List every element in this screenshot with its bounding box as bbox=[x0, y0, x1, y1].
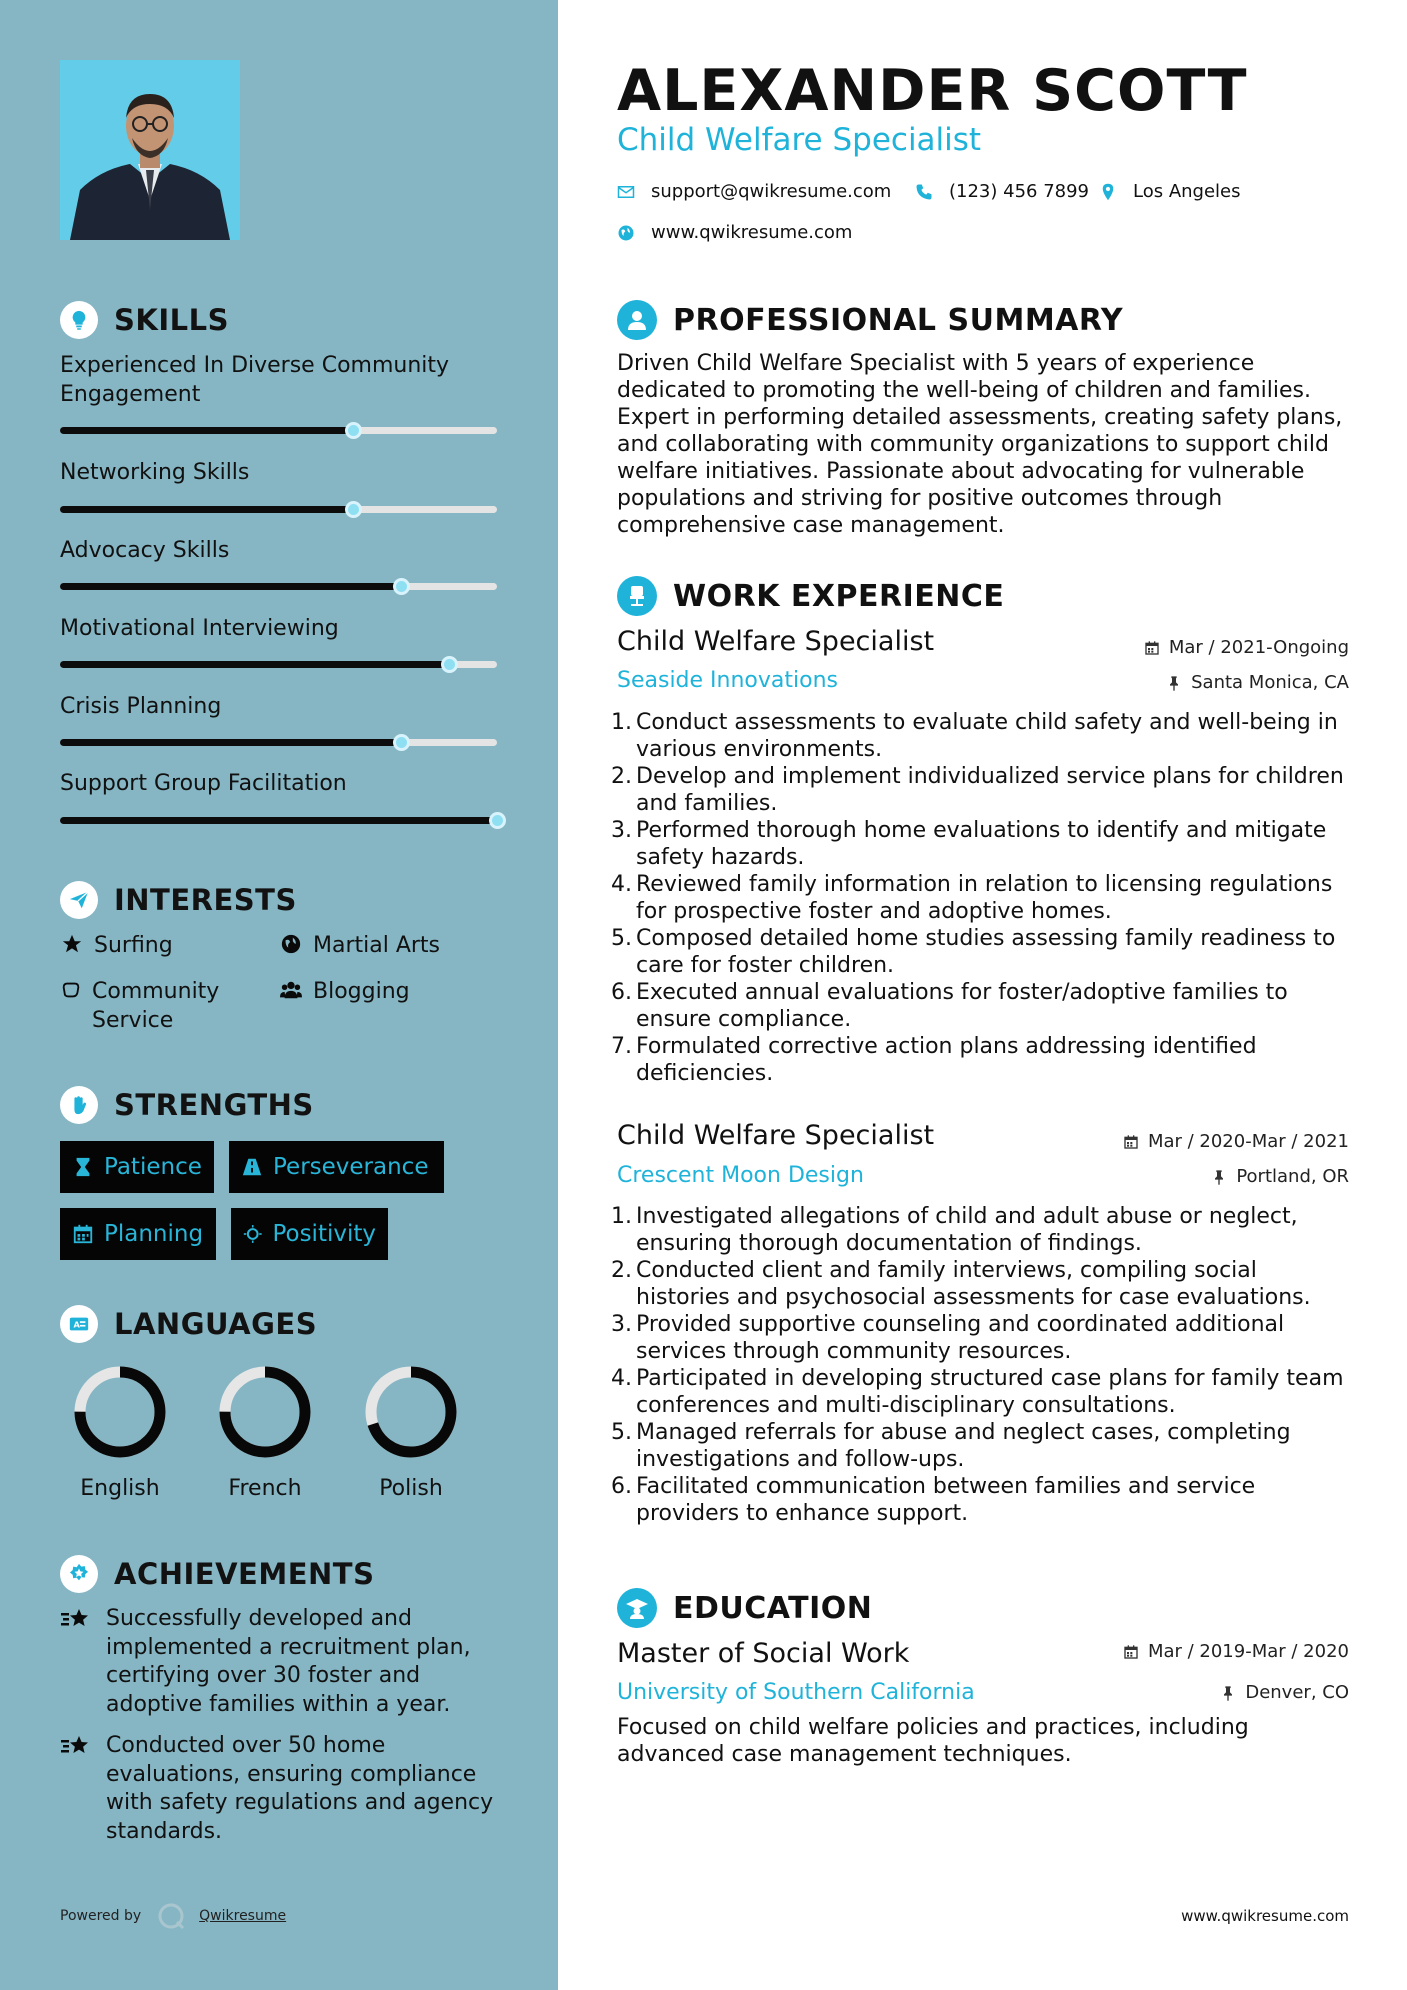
contact-location-text: Los Angeles bbox=[1133, 181, 1241, 202]
job-company: Seaside Innovations bbox=[617, 668, 838, 693]
languages-heading bbox=[60, 1305, 317, 1343]
qwikresume-logo-icon bbox=[157, 1902, 185, 1930]
chair-icon bbox=[617, 576, 657, 616]
sidebar bbox=[0, 0, 558, 1990]
contact-phone[interactable] bbox=[915, 181, 1089, 202]
strengths-title: STRENGTHS bbox=[114, 1088, 314, 1122]
duty-item: 1. Investigated allegations of child and adult abuse or neglect, ensuring thorough documentation of findings. bbox=[611, 1204, 1298, 1256]
job-duties bbox=[610, 709, 1355, 1087]
language-label: Polish bbox=[379, 1476, 443, 1501]
summary-text: Driven Child Welfare Specialist with 5 years of experience dedicated to promoting the well-being of children and families. Expert in performing detailed assessments, creating safety plans, and collaborating with community organizations to support child welfare initiatives. Passionate about advocating for vulnerable populations and striving for positive outcomes through comprehensive case management. bbox=[617, 351, 1343, 538]
education-dates bbox=[1123, 1641, 1349, 1662]
language-label: English bbox=[80, 1476, 160, 1501]
language-item bbox=[50, 1362, 190, 1501]
education-title: EDUCATION bbox=[673, 1590, 873, 1626]
strength-label: Positivity bbox=[272, 1221, 376, 1247]
interest-label: Community Service bbox=[92, 979, 220, 1033]
interest-label: Surfing bbox=[94, 933, 173, 958]
pushpin-icon bbox=[1211, 1169, 1227, 1185]
candidate-name: ALEXANDER SCOTT bbox=[617, 58, 1248, 124]
strength-label: Perseverance bbox=[273, 1154, 429, 1180]
interest-label: Martial Arts bbox=[313, 933, 441, 958]
job-title: Child Welfare Specialist bbox=[617, 1120, 935, 1151]
interests-heading bbox=[60, 881, 297, 919]
skill-bar bbox=[60, 817, 497, 824]
map-pin-icon bbox=[1099, 183, 1117, 201]
interest-label: Blogging bbox=[313, 979, 410, 1004]
strength-tag bbox=[231, 1208, 388, 1260]
strength-tag bbox=[229, 1141, 444, 1193]
summary-title: PROFESSIONAL SUMMARY bbox=[673, 302, 1124, 338]
skill-bar-knob bbox=[441, 656, 458, 673]
skill-bar-fill bbox=[60, 739, 401, 746]
users-icon bbox=[279, 979, 303, 1001]
duty-item: 1. Conduct assessments to evaluate child safety and well-being in various environments. bbox=[611, 710, 1338, 762]
language-gauge bbox=[215, 1362, 315, 1462]
school-name: University of Southern California bbox=[617, 1680, 975, 1705]
powered-by-link[interactable]: Qwikresume bbox=[199, 1908, 287, 1924]
achievement-text: Successfully developed and implemented a recruitment plan, certifying over 30 foster and adoptive families within a year. bbox=[106, 1606, 471, 1717]
star-icon bbox=[60, 933, 84, 955]
summary-heading bbox=[617, 300, 1123, 340]
phone-icon bbox=[915, 183, 933, 201]
contact-website[interactable] bbox=[617, 222, 852, 243]
svg-text:A: A bbox=[73, 1319, 80, 1330]
degree-title: Master of Social Work bbox=[617, 1638, 910, 1669]
hourglass-icon bbox=[72, 1156, 94, 1178]
job-company: Crescent Moon Design bbox=[617, 1163, 864, 1188]
powered-by-label: Powered by bbox=[60, 1908, 142, 1924]
duty-item: 4. Participated in developing structured case plans for family team conferences and multi-disciplinary consultations. bbox=[611, 1366, 1344, 1418]
job-location bbox=[1211, 1166, 1349, 1187]
star-trophy-icon bbox=[60, 1734, 92, 1764]
duty-item: 5. Composed detailed home studies assessing family readiness to care for foster children. bbox=[611, 926, 1336, 978]
education-description: Focused on child welfare policies and practices, including advanced case management techniques. bbox=[617, 1715, 1249, 1767]
job-dates-text: Mar / 2020-Mar / 2021 bbox=[1147, 1131, 1349, 1152]
language-gauge bbox=[361, 1362, 461, 1462]
interest-item bbox=[279, 977, 410, 1006]
skill-label: Support Group Facilitation bbox=[60, 771, 347, 796]
envelope-icon bbox=[617, 183, 635, 201]
strength-tag bbox=[60, 1141, 214, 1193]
language-gauge bbox=[70, 1362, 170, 1462]
skill-bar-knob bbox=[393, 578, 410, 595]
duty-item: 3. Provided supportive counseling and coordinated additional services through community resources. bbox=[611, 1312, 1285, 1364]
duty-item: 7. Formulated corrective action plans addressing identified deficiencies. bbox=[611, 1034, 1257, 1086]
skills-heading bbox=[60, 301, 229, 339]
duty-item: 2. Develop and implement individualized service plans for children and families. bbox=[611, 764, 1344, 816]
sun-icon bbox=[243, 1223, 262, 1245]
contact-phone-text: (123) 456 7899 bbox=[949, 181, 1090, 202]
calendar-icon bbox=[1123, 1644, 1139, 1660]
paper-plane-icon bbox=[60, 881, 98, 919]
education-location-text: Denver, CO bbox=[1245, 1682, 1349, 1703]
interest-item bbox=[60, 977, 260, 1035]
calendar-icon bbox=[1123, 1134, 1139, 1150]
languages-title: LANGUAGES bbox=[114, 1307, 318, 1341]
job-duties bbox=[610, 1203, 1355, 1527]
contact-email[interactable] bbox=[617, 181, 891, 202]
footer-website[interactable]: www.qwikresume.com bbox=[1181, 1907, 1349, 1925]
education-dates-text: Mar / 2019-Mar / 2020 bbox=[1147, 1641, 1349, 1662]
skill-label: Crisis Planning bbox=[60, 694, 222, 719]
interest-item bbox=[60, 931, 173, 960]
job-location bbox=[1166, 672, 1349, 693]
skill-bar-knob bbox=[345, 422, 362, 439]
pushpin-icon bbox=[1166, 675, 1182, 691]
strength-label: Planning bbox=[104, 1221, 204, 1247]
contact-location bbox=[1099, 181, 1241, 202]
skill-bar bbox=[60, 661, 497, 668]
duty-item: 6. Executed annual evaluations for foster/adoptive families to ensure compliance. bbox=[611, 980, 1288, 1032]
achievement-text: Conducted over 50 home evaluations, ensuring compliance with safety regulations and agency standards. bbox=[106, 1733, 494, 1844]
graduate-icon bbox=[617, 1588, 657, 1628]
profile-photo bbox=[60, 60, 240, 240]
skill-bar-knob bbox=[489, 812, 506, 829]
skill-bar bbox=[60, 739, 497, 746]
strengths-heading bbox=[60, 1086, 314, 1124]
job-dates bbox=[1123, 1131, 1349, 1152]
experience-heading bbox=[617, 576, 1004, 616]
hand-raised-icon bbox=[60, 1086, 98, 1124]
hand-icon bbox=[60, 979, 82, 1001]
skill-bar-fill bbox=[60, 817, 497, 824]
calendar-icon bbox=[1144, 640, 1160, 656]
job-title: Child Welfare Specialist bbox=[617, 626, 935, 657]
duty-item: 3. Performed thorough home evaluations to identify and mitigate safety hazards. bbox=[611, 818, 1327, 870]
star-trophy-icon bbox=[60, 1607, 92, 1637]
skills-title: SKILLS bbox=[114, 303, 229, 337]
skill-label: Networking Skills bbox=[60, 460, 250, 485]
interests-title: INTERESTS bbox=[114, 883, 297, 917]
achievement-item bbox=[60, 1605, 500, 1719]
globe-icon bbox=[279, 933, 303, 955]
duty-item: 5. Managed referrals for abuse and neglect cases, completing investigations and follow-ups. bbox=[611, 1420, 1291, 1472]
skill-bar-fill bbox=[60, 506, 353, 513]
duty-item: 6. Facilitated communication between families and service providers to enhance support. bbox=[611, 1474, 1256, 1526]
job-dates bbox=[1144, 637, 1349, 658]
pushpin-icon bbox=[1220, 1685, 1236, 1701]
skill-bar bbox=[60, 506, 497, 513]
language-item bbox=[341, 1362, 481, 1501]
skill-bar-knob bbox=[393, 734, 410, 751]
education-location bbox=[1220, 1682, 1349, 1703]
language-item bbox=[195, 1362, 335, 1501]
duty-item: 4. Reviewed family information in relation to licensing regulations for prospective foster and adoptive homes. bbox=[611, 872, 1333, 924]
calendar-icon bbox=[72, 1223, 94, 1245]
contact-email-text: support@qwikresume.com bbox=[651, 181, 892, 202]
achievements-heading bbox=[60, 1555, 374, 1593]
achievement-item bbox=[60, 1732, 500, 1846]
skill-bar-knob bbox=[345, 501, 362, 518]
skill-bar bbox=[60, 427, 497, 434]
road-icon bbox=[241, 1156, 263, 1178]
job-dates-text: Mar / 2021-Ongoing bbox=[1168, 637, 1349, 658]
skill-bar-fill bbox=[60, 661, 449, 668]
skill-label: Advocacy Skills bbox=[60, 538, 230, 563]
skill-label: Experienced In Diverse Community Engagement bbox=[60, 353, 450, 407]
job-location-text: Santa Monica, CA bbox=[1191, 672, 1349, 693]
education-heading bbox=[617, 1588, 872, 1628]
interest-item bbox=[279, 931, 440, 960]
lightbulb-icon bbox=[60, 301, 98, 339]
skill-bar-fill bbox=[60, 427, 353, 434]
achievements-title: ACHIEVEMENTS bbox=[114, 1557, 375, 1591]
strength-label: Patience bbox=[104, 1154, 202, 1180]
language-icon bbox=[60, 1305, 98, 1343]
powered-by bbox=[60, 1902, 286, 1930]
candidate-role: Child Welfare Specialist bbox=[617, 122, 982, 158]
award-icon bbox=[60, 1555, 98, 1593]
language-label: French bbox=[228, 1476, 302, 1501]
skill-label: Motivational Interviewing bbox=[60, 616, 339, 641]
duty-item: 2. Conducted client and family interviews, compiling social histories and psychosocial assessments for case evaluations. bbox=[611, 1258, 1311, 1310]
contact-website-text: www.qwikresume.com bbox=[651, 222, 853, 243]
strength-tag bbox=[60, 1208, 216, 1260]
skill-bar-fill bbox=[60, 583, 401, 590]
job-location-text: Portland, OR bbox=[1236, 1166, 1349, 1187]
experience-title: WORK EXPERIENCE bbox=[673, 578, 1005, 614]
globe-icon bbox=[617, 224, 635, 242]
avatar bbox=[60, 60, 240, 240]
skill-bar bbox=[60, 583, 497, 590]
user-icon bbox=[617, 300, 657, 340]
